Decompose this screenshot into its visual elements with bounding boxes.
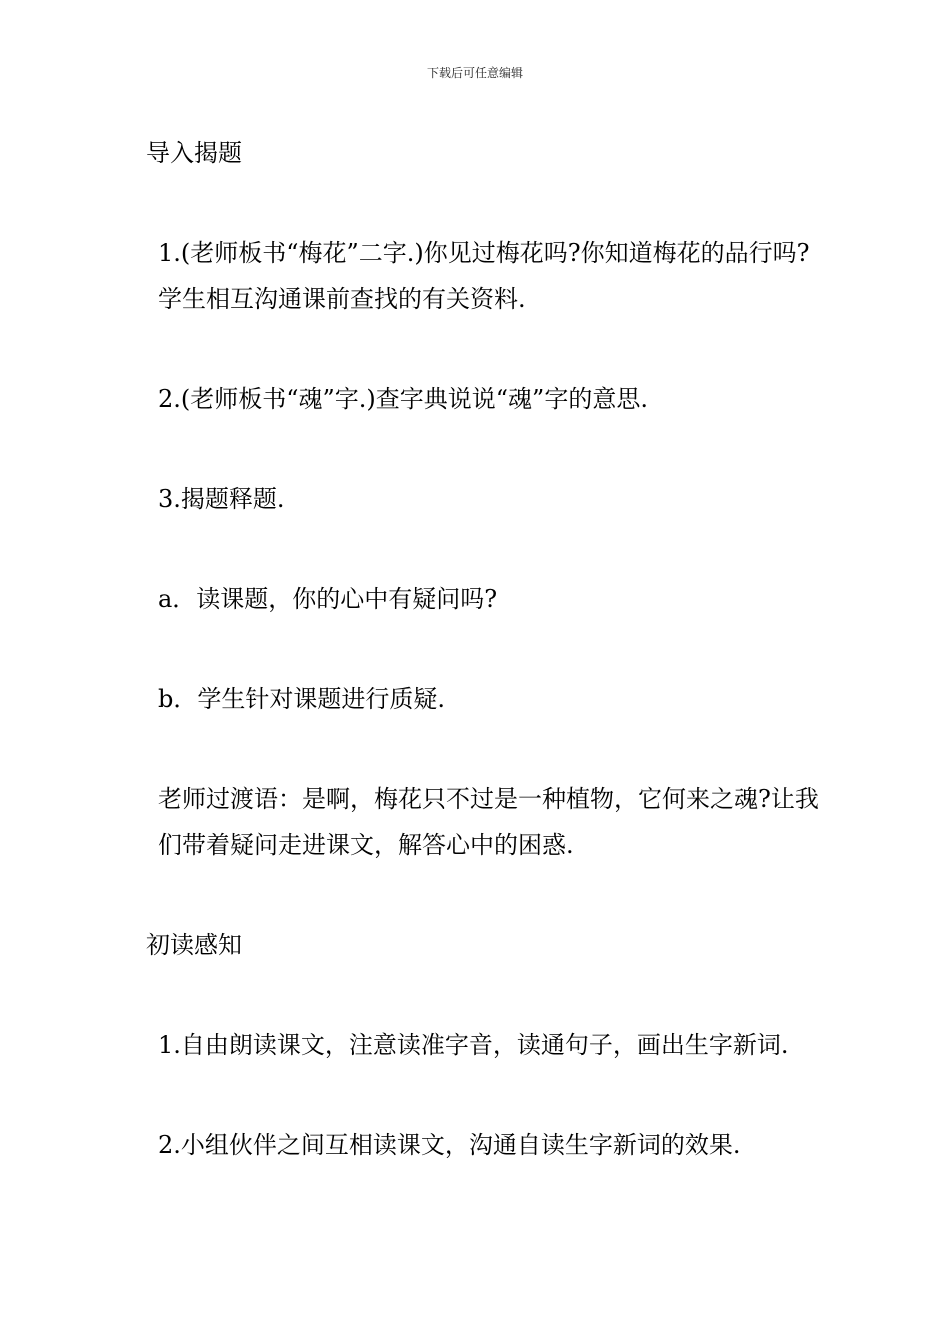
document-body	[146, 130, 836, 1168]
section-heading-first-reading: 初读感知	[146, 931, 242, 959]
paragraph-item: 1.(老师板书“梅花”二字.)你见过梅花吗?你知道梅花的品行吗? 学生相互沟通课前查找的有关资料.	[158, 239, 810, 313]
paragraph-item: b．学生针对课题进行质疑.	[158, 685, 445, 713]
paragraph-item: 2.小组伙伴之间互相读课文，沟通自读生字新词的效果.	[158, 1131, 741, 1159]
paragraph-item: a．读课题，你的心中有疑问吗?	[158, 585, 498, 613]
section-heading-intro: 导入揭题	[146, 139, 242, 167]
paragraph-item: 3.揭题释题.	[158, 485, 285, 513]
paragraph-item: 老师过渡语：是啊，梅花只不过是一种植物，它何来之魂?让我们带着疑问走进课文，解答心中的困惑.	[158, 785, 819, 859]
paragraph-item: 1.自由朗读课文，注意读准字音，读通句子，画出生字新词.	[158, 1031, 789, 1059]
paragraph-item: 2.(老师板书“魂”字.)查字典说说“魂”字的意思.	[158, 385, 648, 413]
page-header-note: 下载后可任意编辑	[426, 66, 523, 80]
